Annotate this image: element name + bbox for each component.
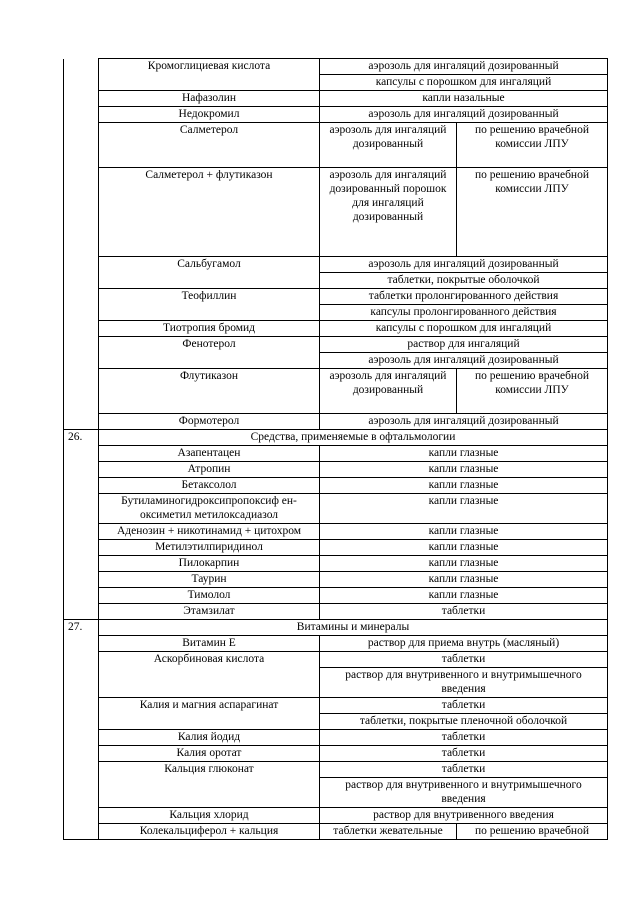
- dosage-form: таблетки, покрытые пленочной оболочкой: [320, 714, 608, 730]
- table-row: [64, 824, 608, 840]
- dosage-form: раствор для внутривенного введения: [320, 808, 608, 824]
- dosage-form: таблетки: [320, 730, 608, 746]
- table-row: [64, 337, 608, 353]
- dosage-form: аэрозоль для ингаляций дозированный: [320, 414, 608, 430]
- drug-name: Нафазолин: [99, 91, 320, 107]
- drug-name: Тиотропия бромид: [99, 321, 320, 337]
- dosage-form: аэрозоль для ингаляций дозированный: [320, 369, 457, 414]
- dosage-form: таблетки пролонгированного действия: [320, 289, 608, 305]
- table-row: [64, 289, 608, 305]
- dosage-form: раствор для внутривенного и внутримышечного введения: [320, 778, 608, 808]
- table-row: [64, 556, 608, 572]
- table-row: [64, 369, 608, 414]
- dosage-form: таблетки: [320, 652, 608, 668]
- dosage-form: раствор для внутривенного и внутримышечного введения: [320, 668, 608, 698]
- drug-name: Кальция хлорид: [99, 808, 320, 824]
- section-number-cell: [64, 636, 99, 840]
- table-row: [64, 808, 608, 824]
- dosage-form: аэрозоль для ингаляций дозированный: [320, 123, 457, 168]
- table-row: [64, 414, 608, 430]
- dosage-form: капли глазные: [320, 446, 608, 462]
- table-row: [64, 652, 608, 668]
- drug-name: Тимолол: [99, 588, 320, 604]
- drug-name: Витамин Е: [99, 636, 320, 652]
- table-row: [64, 168, 608, 257]
- dosage-form: таблетки: [320, 762, 608, 778]
- dosage-form: капли назальные: [320, 91, 608, 107]
- drug-name: Калия оротат: [99, 746, 320, 762]
- table-row: [64, 746, 608, 762]
- table-row: [64, 107, 608, 123]
- table-row: [64, 540, 608, 556]
- drug-name: Кромоглициевая кислота: [99, 59, 320, 91]
- table-row: [64, 698, 608, 714]
- drug-name: Таурин: [99, 572, 320, 588]
- drug-name: Флутиказон: [99, 369, 320, 414]
- dosage-form: раствор для приема внутрь (масляный): [320, 636, 608, 652]
- table-row: [64, 730, 608, 746]
- section-title: Средства, применяемые в офтальмологии: [99, 430, 608, 446]
- dosage-form: раствор для ингаляций: [320, 337, 608, 353]
- dosage-form: капли глазные: [320, 572, 608, 588]
- prescription-note: по решению врачебной комиссии ЛПУ: [457, 123, 608, 168]
- table-row: [64, 494, 608, 524]
- drug-name: Теофиллин: [99, 289, 320, 321]
- table-row: [64, 123, 608, 168]
- dosage-form: капсулы с порошком для ингаляций: [320, 75, 608, 91]
- drug-name: Метилэтилпиридинол: [99, 540, 320, 556]
- drug-name: Калия йодид: [99, 730, 320, 746]
- drug-name: Формотерол: [99, 414, 320, 430]
- drug-name: Недокромил: [99, 107, 320, 123]
- prescription-note: по решению врачебной комиссии ЛПУ: [457, 168, 608, 257]
- dosage-form: таблетки жевательные: [320, 824, 457, 840]
- table-row: [64, 524, 608, 540]
- dosage-form: капсулы пролонгированного действия: [320, 305, 608, 321]
- dosage-form: аэрозоль для ингаляций дозированный: [320, 257, 608, 273]
- drug-list-table: [63, 58, 608, 840]
- drug-name: Кальция глюконат: [99, 762, 320, 808]
- drug-name: Азапентацен: [99, 446, 320, 462]
- drug-name: Аденозин + никотинамид + цитохром: [99, 524, 320, 540]
- dosage-form: таблетки: [320, 698, 608, 714]
- dosage-form: аэрозоль для ингаляций дозированный: [320, 107, 608, 123]
- dosage-form: капли глазные: [320, 462, 608, 478]
- dosage-form: аэрозоль для ингаляций дозированный: [320, 59, 608, 75]
- table-row: [64, 59, 608, 75]
- dosage-form: капли глазные: [320, 588, 608, 604]
- table-row: [64, 462, 608, 478]
- section-title: Витамины и минералы: [99, 620, 608, 636]
- drug-name: Этамзилат: [99, 604, 320, 620]
- table-row: [64, 572, 608, 588]
- prescription-note: по решению врачебной: [457, 824, 608, 840]
- dosage-form: таблетки, покрытые оболочкой: [320, 273, 608, 289]
- dosage-form: капли глазные: [320, 478, 608, 494]
- drug-name: Бетаксолол: [99, 478, 320, 494]
- drug-name: Аскорбиновая кислота: [99, 652, 320, 698]
- section-header-row: [64, 620, 608, 636]
- dosage-form: капли глазные: [320, 524, 608, 540]
- dosage-form: аэрозоль для ингаляций дозированный: [320, 353, 608, 369]
- drug-name: Атропин: [99, 462, 320, 478]
- drug-name: Колекальциферол + кальция: [99, 824, 320, 840]
- dosage-form: таблетки: [320, 604, 608, 620]
- drug-name: Фенотерол: [99, 337, 320, 369]
- table-row: [64, 762, 608, 778]
- table-row: [64, 604, 608, 620]
- table-row: [64, 478, 608, 494]
- drug-name: Калия и магния аспарагинат: [99, 698, 320, 730]
- section-number-cell: [64, 59, 99, 430]
- drug-name: Сальбугамол: [99, 257, 320, 289]
- table-row: [64, 91, 608, 107]
- table-row: [64, 257, 608, 273]
- table-row: [64, 588, 608, 604]
- dosage-form: капсулы с порошком для ингаляций: [320, 321, 608, 337]
- table-row: [64, 636, 608, 652]
- drug-name: Салметерол: [99, 123, 320, 168]
- drug-name: Пилокарпин: [99, 556, 320, 572]
- drug-name: Бутиламиногидроксипропоксиф ен-оксиметил метилоксадиазол: [99, 494, 320, 524]
- dosage-form: капли глазные: [320, 494, 608, 524]
- table-row: [64, 321, 608, 337]
- dosage-form: таблетки: [320, 746, 608, 762]
- dosage-form: капли глазные: [320, 540, 608, 556]
- prescription-note: по решению врачебной комиссии ЛПУ: [457, 369, 608, 414]
- drug-name: Салметерол + флутиказон: [99, 168, 320, 257]
- section-number-cell: [64, 446, 99, 620]
- section-number: 27.: [64, 620, 99, 636]
- dosage-form: капли глазные: [320, 556, 608, 572]
- dosage-form: аэрозоль для ингаляций дозированный порошок для ингаляций дозированный: [320, 168, 457, 257]
- section-number: 26.: [64, 430, 99, 446]
- table-row: [64, 446, 608, 462]
- section-header-row: [64, 430, 608, 446]
